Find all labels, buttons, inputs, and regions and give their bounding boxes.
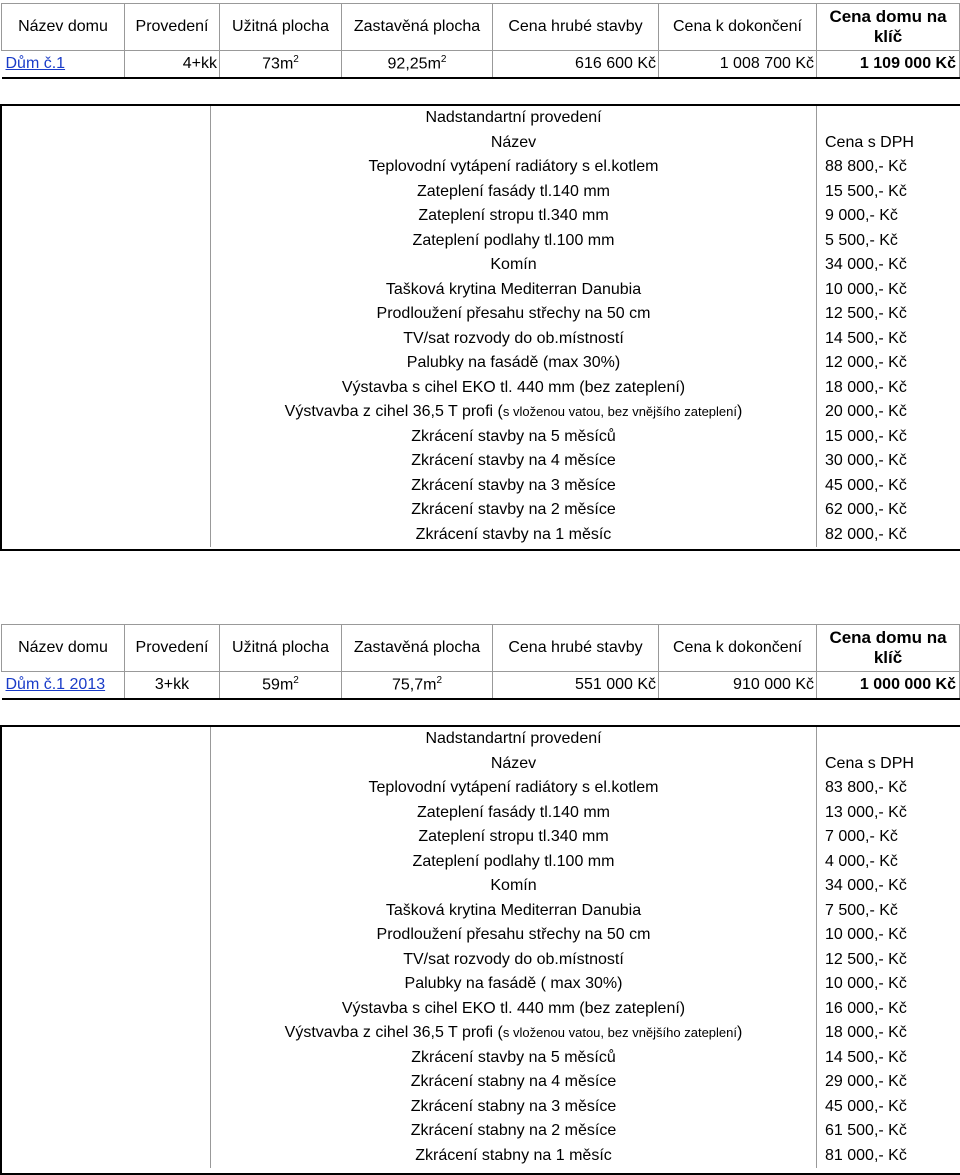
extras-row (211, 1070, 959, 1095)
extras-row (211, 204, 959, 229)
extras-item-name: Palubky na fasádě (max 30%) (211, 351, 817, 376)
extras-row (211, 302, 959, 327)
extras-item-price: 5 500,- Kč (817, 229, 959, 254)
extras-row (211, 400, 959, 425)
built-area: $92,25m^2$ (342, 51, 493, 79)
extras-table-1 (210, 106, 958, 547)
extras-item-name: Zkrácení stavby na 1 měsíc (211, 523, 817, 548)
header-usable-area: Užitná plocha (220, 625, 342, 672)
extras-item-price: 62 000,- Kč (817, 498, 959, 523)
extras-items-2 (211, 776, 959, 1168)
header-shell-price: Cena hrubé stavby (493, 625, 659, 672)
extras-table-2 (210, 727, 958, 1168)
extras-item-price: 82 000,- Kč (817, 523, 959, 548)
extras-row (211, 801, 959, 826)
extras-item-price: 16 000,- Kč (817, 997, 959, 1022)
extras-item-price: 34 000,- Kč (817, 253, 959, 278)
extras-row (211, 1144, 959, 1169)
extras-item-price: 9 000,- Kč (817, 204, 959, 229)
extras-item-price: 10 000,- Kč (817, 923, 959, 948)
extras-row (211, 997, 959, 1022)
header-turnkey-price: Cena domu na klíč (817, 4, 960, 51)
turnkey-price: 1 000 000 Kč (817, 672, 960, 700)
col-name-header: Název (211, 752, 817, 777)
col-price-header: Cena s DPH (817, 131, 959, 156)
col-name-header: Název (211, 131, 817, 156)
extras-item-price: 45 000,- Kč (817, 474, 959, 499)
header-house-name: Název domu (2, 625, 125, 672)
extras-row (211, 449, 959, 474)
house-link[interactable]: Dům č.1 (2, 51, 125, 79)
extras-item-name: TV/sat rozvody do ob.místností (211, 327, 817, 352)
extras-item-name: Zkrácení stabny na 3 měsíce (211, 1095, 817, 1120)
header-layout: Provedení (125, 625, 220, 672)
header-finish-price: Cena k dokončení (659, 4, 817, 51)
extras-item-price: 18 000,- Kč (817, 376, 959, 401)
shell-price: 616 600 Kč (493, 51, 659, 79)
extras-item-price: 88 800,- Kč (817, 155, 959, 180)
extras-item-price: 34 000,- Kč (817, 874, 959, 899)
extras-item-price: 10 000,- Kč (817, 278, 959, 303)
header-built-area: Zastavěná plocha (342, 4, 493, 51)
extras-item-name: Teplovodní vytápení radiátory s el.kotlem (211, 155, 817, 180)
extras-row (211, 229, 959, 254)
header-house-name: Název domu (2, 4, 125, 51)
extras-title: Nadstandartní provedení (211, 727, 817, 752)
extras-item-price: 15 000,- Kč (817, 425, 959, 450)
extras-row (211, 498, 959, 523)
extras-item-name: Výstavba s cihel EKO tl. 440 mm (bez zateplení) (211, 997, 817, 1022)
extras-items-1 (211, 155, 959, 547)
extras-row (211, 1095, 959, 1120)
extras-item-price: 10 000,- Kč (817, 972, 959, 997)
finish-price: 1 008 700 Kč (659, 51, 817, 79)
header-usable-area: Užitná plocha (220, 4, 342, 51)
extras-item-name: Prodloužení přesahu střechy na 50 cm (211, 923, 817, 948)
extras-item-name: Komín (211, 874, 817, 899)
built-area: $75,7m^2$ (342, 672, 493, 700)
extras-item-name: Palubky na fasádě ( max 30%) (211, 972, 817, 997)
header-finish-price: Cena k dokončení (659, 625, 817, 672)
extras-item-name: Zkrácení stabny na 1 měsíc (211, 1144, 817, 1169)
extras-item-name: Zateplení podlahy tl.100 mm (211, 850, 817, 875)
header-shell-price: Cena hrubé stavby (493, 4, 659, 51)
usable-area: $73m^2$ (220, 51, 342, 79)
finish-price: 910 000 Kč (659, 672, 817, 700)
extras-item-price: 18 000,- Kč (817, 1021, 959, 1046)
extras-item-name: Tašková krytina Mediterran Danubia (211, 899, 817, 924)
extras-item-name: Prodloužení přesahu střechy na 50 cm (211, 302, 817, 327)
house-layout: 4+kk (125, 51, 220, 79)
extras-title: Nadstandartní provedení (211, 106, 817, 131)
extras-row (211, 776, 959, 801)
extras-row (211, 523, 959, 548)
extras-row (211, 351, 959, 376)
extras-row (211, 972, 959, 997)
extras-item-name: Komín (211, 253, 817, 278)
extras-item-name: Zkrácení stavby na 5 měsíců (211, 1046, 817, 1071)
extras-item-price: 4 000,- Kč (817, 850, 959, 875)
extras-item-name: Zateplení stropu tl.340 mm (211, 204, 817, 229)
extras-item-price: 12 500,- Kč (817, 948, 959, 973)
extras-item-price: 45 000,- Kč (817, 1095, 959, 1120)
header-built-area: Zastavěná plocha (342, 625, 493, 672)
extras-item-name: TV/sat rozvody do ob.místností (211, 948, 817, 973)
extras-item-price: 83 800,- Kč (817, 776, 959, 801)
extras-row (211, 850, 959, 875)
turnkey-price: 1 109 000 Kč (817, 51, 960, 79)
extras-item-price: 30 000,- Kč (817, 449, 959, 474)
extras-item-price: 29 000,- Kč (817, 1070, 959, 1095)
col-price-header: Cena s DPH (817, 752, 959, 777)
extras-row (211, 425, 959, 450)
extras-item-name: Zateplení fasády tl.140 mm (211, 801, 817, 826)
extras-item-name: Zateplení fasády tl.140 mm (211, 180, 817, 205)
extras-item-price: 14 500,- Kč (817, 1046, 959, 1071)
extras-item-name: Výstvavba z cihel 36,5 T profi (s vloženou vatou, bez vnějšího zateplení) (211, 1021, 817, 1046)
extras-item-name: Zkrácení stavby na 3 měsíce (211, 474, 817, 499)
extras-item-name: Teplovodní vytápení radiátory s el.kotlem (211, 776, 817, 801)
extras-row (211, 180, 959, 205)
extras-item-price: 15 500,- Kč (817, 180, 959, 205)
extras-item-name: Zkrácení stavby na 4 měsíce (211, 449, 817, 474)
house-summary-table-1 (1, 3, 960, 79)
house-summary-table-2 (1, 624, 960, 700)
extras-item-price: 12 500,- Kč (817, 302, 959, 327)
house-link[interactable]: Dům č.1 2013 (2, 672, 125, 700)
shell-price: 551 000 Kč (493, 672, 659, 700)
extras-row (211, 376, 959, 401)
extras-row (211, 874, 959, 899)
extras-item-price: 20 000,- Kč (817, 400, 959, 425)
extras-item-name: Tašková krytina Mediterran Danubia (211, 278, 817, 303)
extras-item-name: Zateplení stropu tl.340 mm (211, 825, 817, 850)
extras-item-name: Výstavba s cihel EKO tl. 440 mm (bez zateplení) (211, 376, 817, 401)
extras-item-name: Zkrácení stabny na 2 měsíce (211, 1119, 817, 1144)
extras-row (211, 1119, 959, 1144)
extras-item-name: Výstvavba z cihel 36,5 T profi (s vloženou vatou, bez vnějšího zateplení) (211, 400, 817, 425)
house-layout: 3+kk (125, 672, 220, 700)
extras-item-price: 12 000,- Kč (817, 351, 959, 376)
extras-item-name: Zkrácení stabny na 4 měsíce (211, 1070, 817, 1095)
extras-row (211, 899, 959, 924)
extras-row (211, 155, 959, 180)
extras-item-price: 13 000,- Kč (817, 801, 959, 826)
extras-item-price: 81 000,- Kč (817, 1144, 959, 1169)
extras-item-name: Zateplení podlahy tl.100 mm (211, 229, 817, 254)
usable-area: $59m^2$ (220, 672, 342, 700)
extras-row (211, 948, 959, 973)
extras-item-price: 7 500,- Kč (817, 899, 959, 924)
extras-row (211, 474, 959, 499)
extras-item-name: Zkrácení stavby na 2 měsíce (211, 498, 817, 523)
extras-item-price: 61 500,- Kč (817, 1119, 959, 1144)
extras-row (211, 327, 959, 352)
extras-row (211, 278, 959, 303)
extras-row (211, 1046, 959, 1071)
extras-item-name: Zkrácení stavby na 5 měsíců (211, 425, 817, 450)
header-layout: Provedení (125, 4, 220, 51)
extras-item-price: 7 000,- Kč (817, 825, 959, 850)
extras-row (211, 923, 959, 948)
extras-row (211, 253, 959, 278)
extras-item-price: 14 500,- Kč (817, 327, 959, 352)
header-turnkey-price: Cena domu na klíč (817, 625, 960, 672)
extras-row (211, 1021, 959, 1046)
extras-row (211, 825, 959, 850)
